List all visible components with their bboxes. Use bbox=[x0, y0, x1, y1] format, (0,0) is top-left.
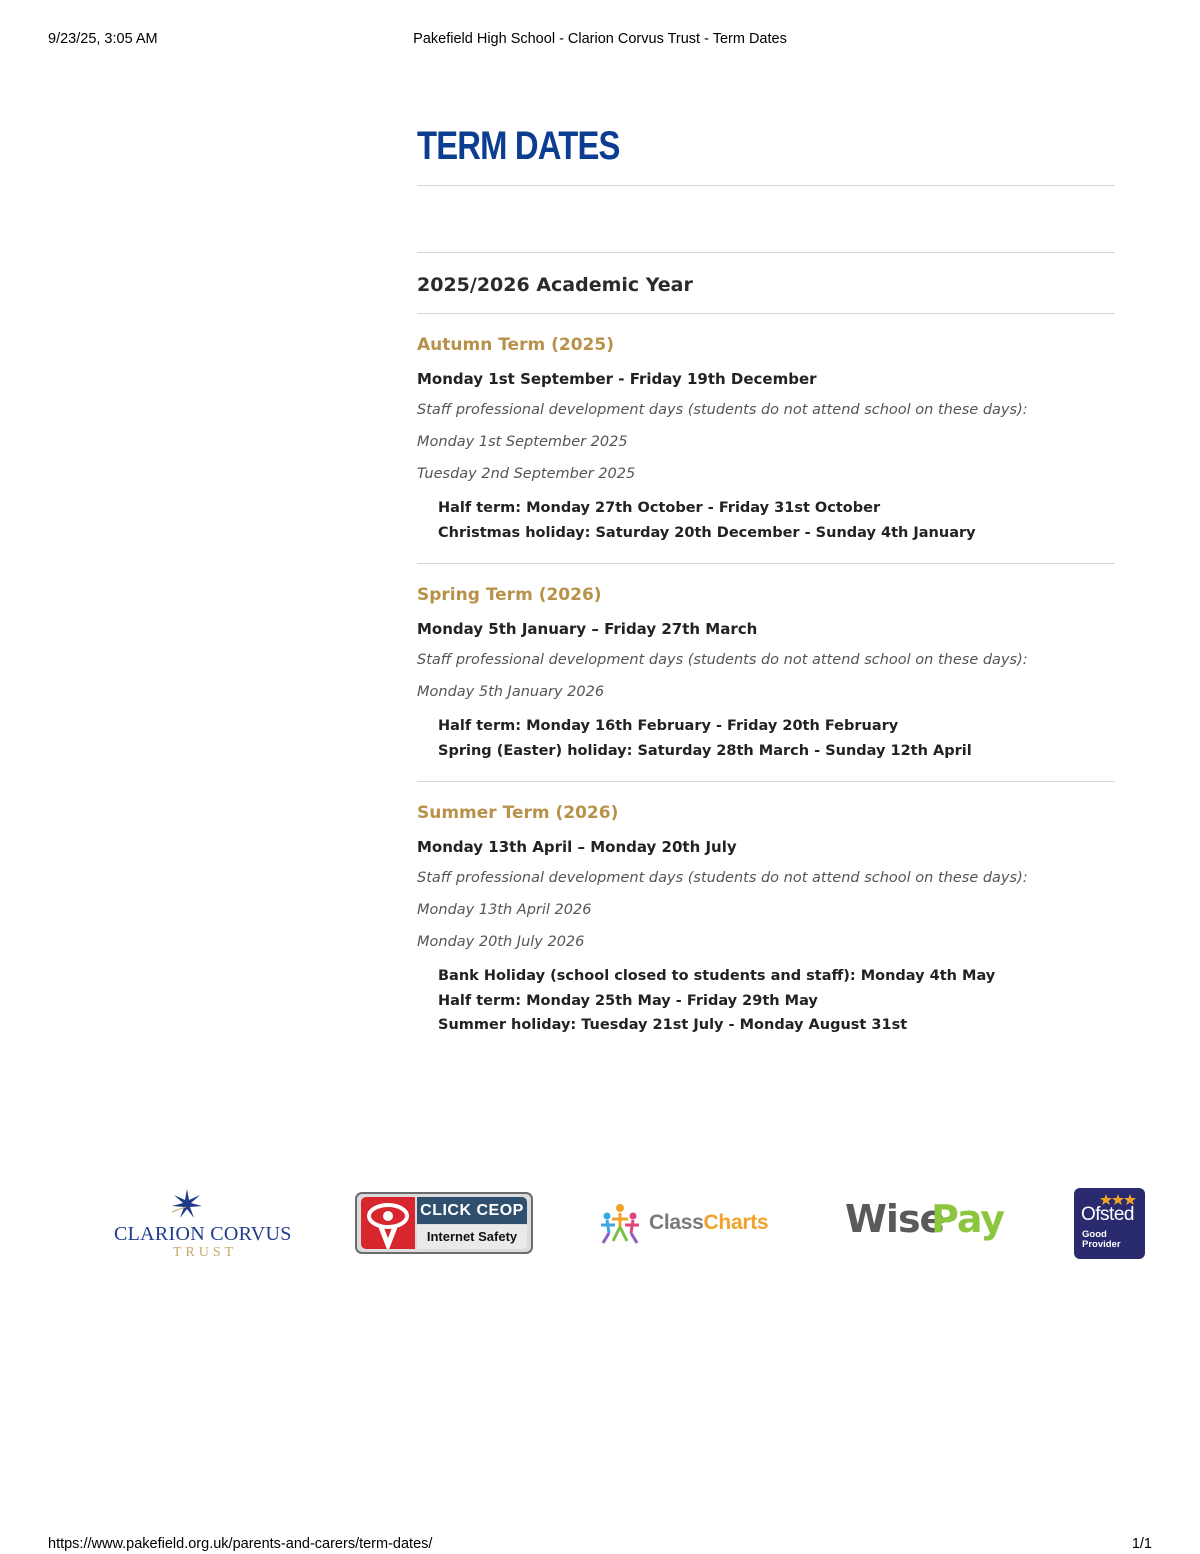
wisepay-wise: Wise bbox=[845, 1197, 945, 1241]
print-footer bbox=[48, 1536, 1152, 1554]
holiday-item: Summer holiday: Tuesday 21st July - Monday August 31st bbox=[438, 1017, 908, 1033]
staff-day: Monday 13th April 2026 bbox=[417, 902, 592, 918]
ceop-badge bbox=[355, 1192, 533, 1254]
ofsted-rating: Good Provider bbox=[1082, 1229, 1121, 1250]
term-date-range: Monday 5th January – Friday 27th March bbox=[417, 620, 758, 638]
print-datetime: 9/23/25, 3:05 AM bbox=[48, 31, 158, 47]
holiday-item: Half term: Monday 16th February - Friday 20th February bbox=[438, 718, 899, 734]
staff-days-note: Staff professional development days (students do not attend school on these days): bbox=[417, 652, 1028, 668]
wisepay-logo-link[interactable] bbox=[845, 1193, 1015, 1253]
staff-day: Monday 5th January 2026 bbox=[417, 684, 605, 700]
holiday-list bbox=[417, 714, 1115, 763]
staff-day: Monday 1st September 2025 bbox=[417, 434, 628, 450]
wisepay-pay: Pay bbox=[931, 1197, 1005, 1241]
click-ceop-logo-link[interactable] bbox=[355, 1192, 533, 1254]
people-figures-icon bbox=[595, 1203, 645, 1245]
ceop-click-label: CLICK CEOP bbox=[417, 1197, 527, 1224]
staff-day: Monday 20th July 2026 bbox=[417, 934, 585, 950]
partner-logos bbox=[0, 1185, 1200, 1265]
term-title: Autumn Term (2025) bbox=[417, 335, 614, 355]
page-title: TERM DATES bbox=[417, 124, 620, 168]
print-page-title: Pakefield High School - Clarion Corvus Trust - Term Dates bbox=[413, 31, 787, 47]
print-header bbox=[48, 31, 1152, 49]
staff-days bbox=[417, 650, 1115, 702]
holiday-list bbox=[417, 496, 1115, 545]
holiday-item: Christmas holiday: Saturday 20th December - Sunday 4th January bbox=[438, 524, 976, 541]
clarion-corvus-name: CLARION CORVUS bbox=[114, 1223, 292, 1245]
term-title: Summer Term (2026) bbox=[417, 803, 619, 823]
classcharts-wordmark: ClassCharts bbox=[649, 1211, 769, 1234]
holiday-item: Bank Holiday (school closed to students and staff): Monday 4th May bbox=[438, 968, 996, 984]
main-content bbox=[417, 120, 1115, 1056]
holiday-item: Half term: Monday 25th May - Friday 29th May bbox=[438, 992, 818, 1009]
term-summer bbox=[417, 782, 1115, 1056]
print-url: https://www.pakefield.org.uk/parents-and-carers/term-dates/ bbox=[48, 1536, 433, 1552]
staff-day: Tuesday 2nd September 2025 bbox=[417, 466, 636, 482]
clarion-corvus-logo-link[interactable] bbox=[112, 1189, 298, 1261]
term-spring bbox=[417, 564, 1115, 781]
clarion-corvus-trust: TRUST bbox=[172, 1245, 238, 1260]
ofsted-name: Ofsted bbox=[1081, 1204, 1134, 1225]
staff-days-note: Staff professional development days (students do not attend school on these days): bbox=[417, 402, 1028, 418]
divider bbox=[417, 185, 1115, 186]
staff-days bbox=[417, 400, 1115, 484]
star-burst-icon bbox=[172, 1189, 202, 1219]
holiday-list bbox=[417, 964, 1115, 1038]
ceop-safety-label: Internet Safety bbox=[417, 1225, 527, 1249]
term-title: Spring Term (2026) bbox=[417, 585, 602, 605]
classcharts-logo-link[interactable] bbox=[595, 1203, 775, 1245]
eye-icon bbox=[361, 1197, 415, 1249]
academic-year-heading: 2025/2026 Academic Year bbox=[417, 274, 693, 296]
holiday-item: Half term: Monday 27th October - Friday 31st October bbox=[438, 500, 881, 516]
staff-days bbox=[417, 868, 1115, 952]
print-page-number: 1/1 bbox=[1131, 1536, 1152, 1552]
term-autumn bbox=[417, 314, 1115, 563]
ofsted-logo-link[interactable] bbox=[1074, 1188, 1145, 1259]
staff-days-note: Staff professional development days (students do not attend school on these days): bbox=[417, 870, 1028, 886]
term-date-range: Monday 1st September - Friday 19th December bbox=[417, 370, 817, 388]
holiday-item: Spring (Easter) holiday: Saturday 28th March - Sunday 12th April bbox=[438, 742, 972, 759]
term-date-range: Monday 13th April – Monday 20th July bbox=[417, 838, 737, 856]
